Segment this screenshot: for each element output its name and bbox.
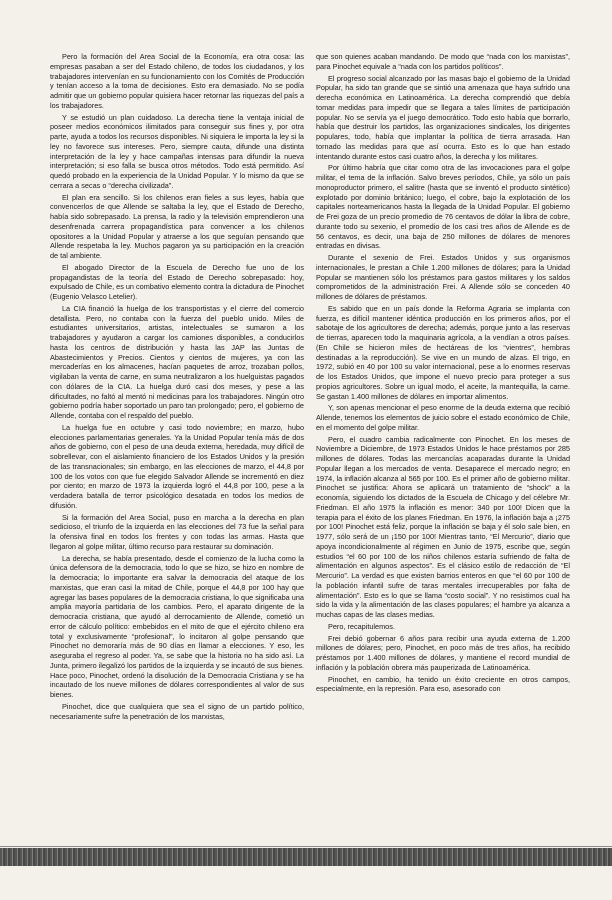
scan-edge-artifact: [0, 848, 612, 866]
paragraph: El progreso social alcanzado por las masas bajo el gobierno de la Unidad Popular, ha sido tan grande que se sintió una amenaza que haya sufrido una derecha económica en Latinoamérica. La derecha comprendió que debía tomar medidas para impedir que se llegara a tales límites de participación popular. No se servía ya el juego democrático. Todo esto había que borrarlo, había que destruir los partidos, las organizaciones sindicales, los dirigentes populares, todo, había que implantar la política de tierra arrasada. Han tornado las medidas para que así ocurra. Esto es lo que han estado intentando durante estos casi cuatro años, la derecha y los militares.: [316, 73, 570, 161]
paragraph: La CIA financió la huelga de los transportistas y el cierre del comercio detallista. Pero, no contaba con la fuerza del pueblo unido. Miles de estudiantes universitarios, artistas, intelectuales se sumaron a los trabajadores y ayudaron a cargar los camiones disponibles, a conducirlos hasta los centros de distribución y hasta las JAP las Juntas de Abastecimientos y Precios. Cientos y cientos de mujeres, ya con las mercaderías en los almacenes, hacían paquetes de arroz, trozaban pollos, vigilaban la venta de carne, en suma neutralizaron a los huelguistas pagados con dólares de la CIA. La huelga duró casi dos meses, y pese a las dificultades, no faltó al mentó ni medicinas para los trabajadores. Ningún otro gobierno podría haber soportado un paro tan prolongado; pero, el gobierno de Allende, contaba con el respaldo del pueblo.: [50, 303, 304, 420]
paragraph: Y se estudió un plan cuidadoso. La derecha tiene la ventaja inicial de poseer medios económicos ilimitados para conseguir sus fines y, por otra parte, ayuda a todos los recursos disponibles. Ni siquiera le importa la ley si la ley no favorece sus intereses. Pero, siempre cauta, difunde una distinta interpretación de la ley y hace campañas intensas para difundir la nueva interpretación; si eso falla se busca otros métodos. Todo está permitido. Así quedó probado en la experiencia de la Unidad Popular. Y lo mismo da que se cerrara a secas o “derecha civilizada”.: [50, 112, 304, 190]
paragraph: Pinochet, en cambio, ha tenido un éxito creciente en otros campos, especialmente, en la represión. Para eso, asesorado con: [316, 674, 570, 694]
scan-edge-line: [0, 846, 612, 847]
left-column: [50, 52, 304, 723]
paragraph: Durante el sexenio de Frei. Estados Unidos y sus organismos internacionales, le prestan a Chile 1.200 millones de dólares; para la Unidad Popular se mantienen sólo los préstamos para gastos militares y los saldos comprometidos de la administración Frei. A Allende sólo se conceden 40 millones de dólares de préstamos.: [316, 253, 570, 301]
paragraph: La derecha, se había presentado, desde el comienzo de la lucha como la única defensora de la democracia, todo lo que se hizo, se hizo en nombre de la democracia; lo importante era salvar la democracia del ataque de los marxistas, que eran casi la mitad de Chile, porque el 44,8 por 100 hay que agregar las bases populares de la democracia cristiana, lo que significaba una amplia mayoría partidaria de los cambios. Pero, el aparato dirigente de la democracia cristiana, que ayudó al derrocamiento de Allende, cometió un error de cálculo político: embebidos en el mito de que el ejército chileno era total y exclusivamente “profesional”, lo incitaron al golpe pensando que Pinochet no demoraría más de 90 días en llamar a elecciones. Y eso, les aseguraba el regreso al poder. Ya, se sabe que la historia no ha sido así. La Junta, primero ilegalizó los partidos de la izquierda y se incautó de sus bienes. Hace poco, Pinochet, ordenó la disolución de la Democracia Cristiana y se ha incautado de los nueve millones de dólares correspondientes al valor de sus bienes.: [50, 553, 304, 699]
paragraph: Por último habría que citar como otra de las invocaciones para el golpe militar, el tema de la inflación. Salvo breves períodos, Chile, ya sólo un país monoproductor primero, el salitre (hasta que se inventó el producto sintético) explotado por dominio británico; luego, el cobre, bajo la explotación de los capitales norteamericanos hasta la llegada de la Unidad Popular. El gobierno de Frei goza de un precio promedio de 76 centavos de dólar la libra de cobre, durante todo su sexenio, el promedio de los casi tres años de Allende es de 56 centavos, es decir, una baja de 250 millones de dólares de menores entradas en divisas.: [316, 163, 570, 251]
paragraph: Si la formación del Area Social, puso en marcha a la derecha en plan sedicioso, el triunfo de la izquierda en las elecciones del 73 fue la señal para la ofensiva final en todos los frentes y con todas las armas. Hasta que llegaron al golpe militar, último recurso para restaurar su dominación.: [50, 512, 304, 551]
paragraph: Pero, recapitulemos.: [328, 621, 395, 631]
paragraph: El abogado Director de la Escuela de Derecho fue uno de los propagandistas de la teoría del Estado de Derecho sobrepasado: hoy, expulsado de Chile, es un combativo elemento contra la dictadura de Pinochet (Eugenio Velasco Letelier).: [50, 262, 304, 301]
paragraph: Frei debió gobernar 6 años para recibir una ayuda externa de 1.200 millones de dólares; pero, Pinochet, en poco más de tres años, ha recibido préstamos por 1.400 millones de dólares, y mantiene el record mundial de inflación y la población obrera más pauperizada de Latinoamérica.: [316, 633, 570, 672]
paragraph: Y, son apenas mencionar el peso enorme de la deuda externa que recibió Allende, tenemos los elementos de juicio sobre el estado económico de Chile, en el momento del golpe militar.: [316, 403, 570, 432]
paragraph: La huelga fue en octubre y casi todo noviembre; en marzo, hubo elecciones parlamentarias generales. Ya la Unidad Popular tenía más de dos años de gobierno, con el peso de una deuda externa, heredada, muy difícil de sobrellevar, con el aislamiento financiero de los Estados Unidos y la presión de las transnacionales; sin embargo, en las elecciones de marzo, el 44,8 por 100 de los votos con que fue elegido Salvador Allende se incrementó en diez por ciento; en marzo de 1973 la izquierda logró el 44,8 por 100, pese a la verdadera batalla de terror psicológico desatada en todos los medios de difusión.: [50, 422, 304, 510]
paragraph: Pero, el cuadro cambia radicalmente con Pinochet. En los meses de Noviembre a Diciembre, de 1973 Estados Unidos le hace préstamos por 285 millones de dólares. Todas las mercancías acaparadas durante la Unidad Popular llegan a los mercados de venta. Desaparece el mercado negro; en 1974, la inflación alcanza al 565 por 100. Es el primer año de gobierno militar. Pinochet se justifica: Ahora se aplicará un tratamiento de “shock” a la economía, siguiendo los dictados de la Escuela de Chicago y del célebre Mr. Friedman. El año 1975 la inflación es menor: 340 por 100! Dicen que la terapia para el éxito de los planes Friedman. En 1976, la inflación baja a ¡275 por 100! Pinochet está feliz, porque la inflación se baja y él solo sale bien, en 1977, sólo será de un ¡150 por 100! Mientras tanto, “El Mercurio”, diario que apoya incondicionalmente al régimen en Junio de 1975, escribe que, según estudios “el 60 por 100 de los niños chilenos estaría sufriendo de falta de alimentación en algunos aspectos”. Es el clásico estilo de redacción de “El Mercurio”. La verdad es que existen barrios enteros en que “el 60 por 100 de la población infantil sufre de taras mentales irrecuperables por falta de alimentación”. Esto es lo que se llama “costo social”. Y no resistimos cual ha sido la vida y la alimentación de las clases populares; el hambre ya alcanza a muchas capas de las clases medias.: [316, 434, 570, 619]
paragraph: El plan era sencillo. Si los chilenos eran fieles a sus leyes, había que convencerlos de que Allende se saltaba la ley, que el Estado de Derecho, había sido sobrepasado. La prensa, la radio y la televisión emprendieron una desenfrenada carrera propagandística para convencer a los chilenos opositores a la Unidad Popular y atraerse a los que seguían pensando que Allende respetaba la ley. Muchos pagaron ya su participación en la creación de tal ambiente.: [50, 192, 304, 260]
paragraph: que son quienes acaban mandando. De modo que “nada con los marxistas”, para Pinochet equivale a “nada con los partidos políticos”.: [316, 52, 570, 71]
paragraph: Pero la formación del Area Social de la Economía, era otra cosa: las empresas pasaban a ser del Estado chileno, de todos los ciudadanos, y los trabajadores intervenían en su funcionamiento con los Comités de Producción y tenían acceso a la toma de decisiones. Esto era demasiado. No se podía admitir que un gobierno popular quisiera hacer retornar las riquezas del país a los trabajadores.: [50, 52, 304, 110]
text-columns: [50, 52, 570, 723]
right-column: [316, 52, 570, 723]
paragraph: Pinochet, dice que cualquiera que sea el signo de un partido político, necesariamente sufre la penetración de los marxistas,: [50, 701, 304, 721]
paragraph: Es sabido que en un país donde la Reforma Agraria se implanta con fuerza, es difícil mantener idéntica producción en los primeros años, por el sabotaje de los agricultores de derecha; además, porque junto a las reservas de tierras, aparecen todo la maquinaria agrícola, a la vendían a otros países. (En Chile se hicieron miles de hectáreas de los “vientres”, hembras destinadas a la reproducción). Se vive en un mundo de alzas. El trigo, en 1972, subió en 40 por 100 su valor internacional, pese a lo enormes reservas de los Estados Unidos, que impone el nuevo precio para proteger a sus propios agricultores. Sobre un igual modo, el aceite, la mantequilla, la carne. Se gastan 1.400 millones de dólares en importar alimentos.: [316, 303, 570, 401]
